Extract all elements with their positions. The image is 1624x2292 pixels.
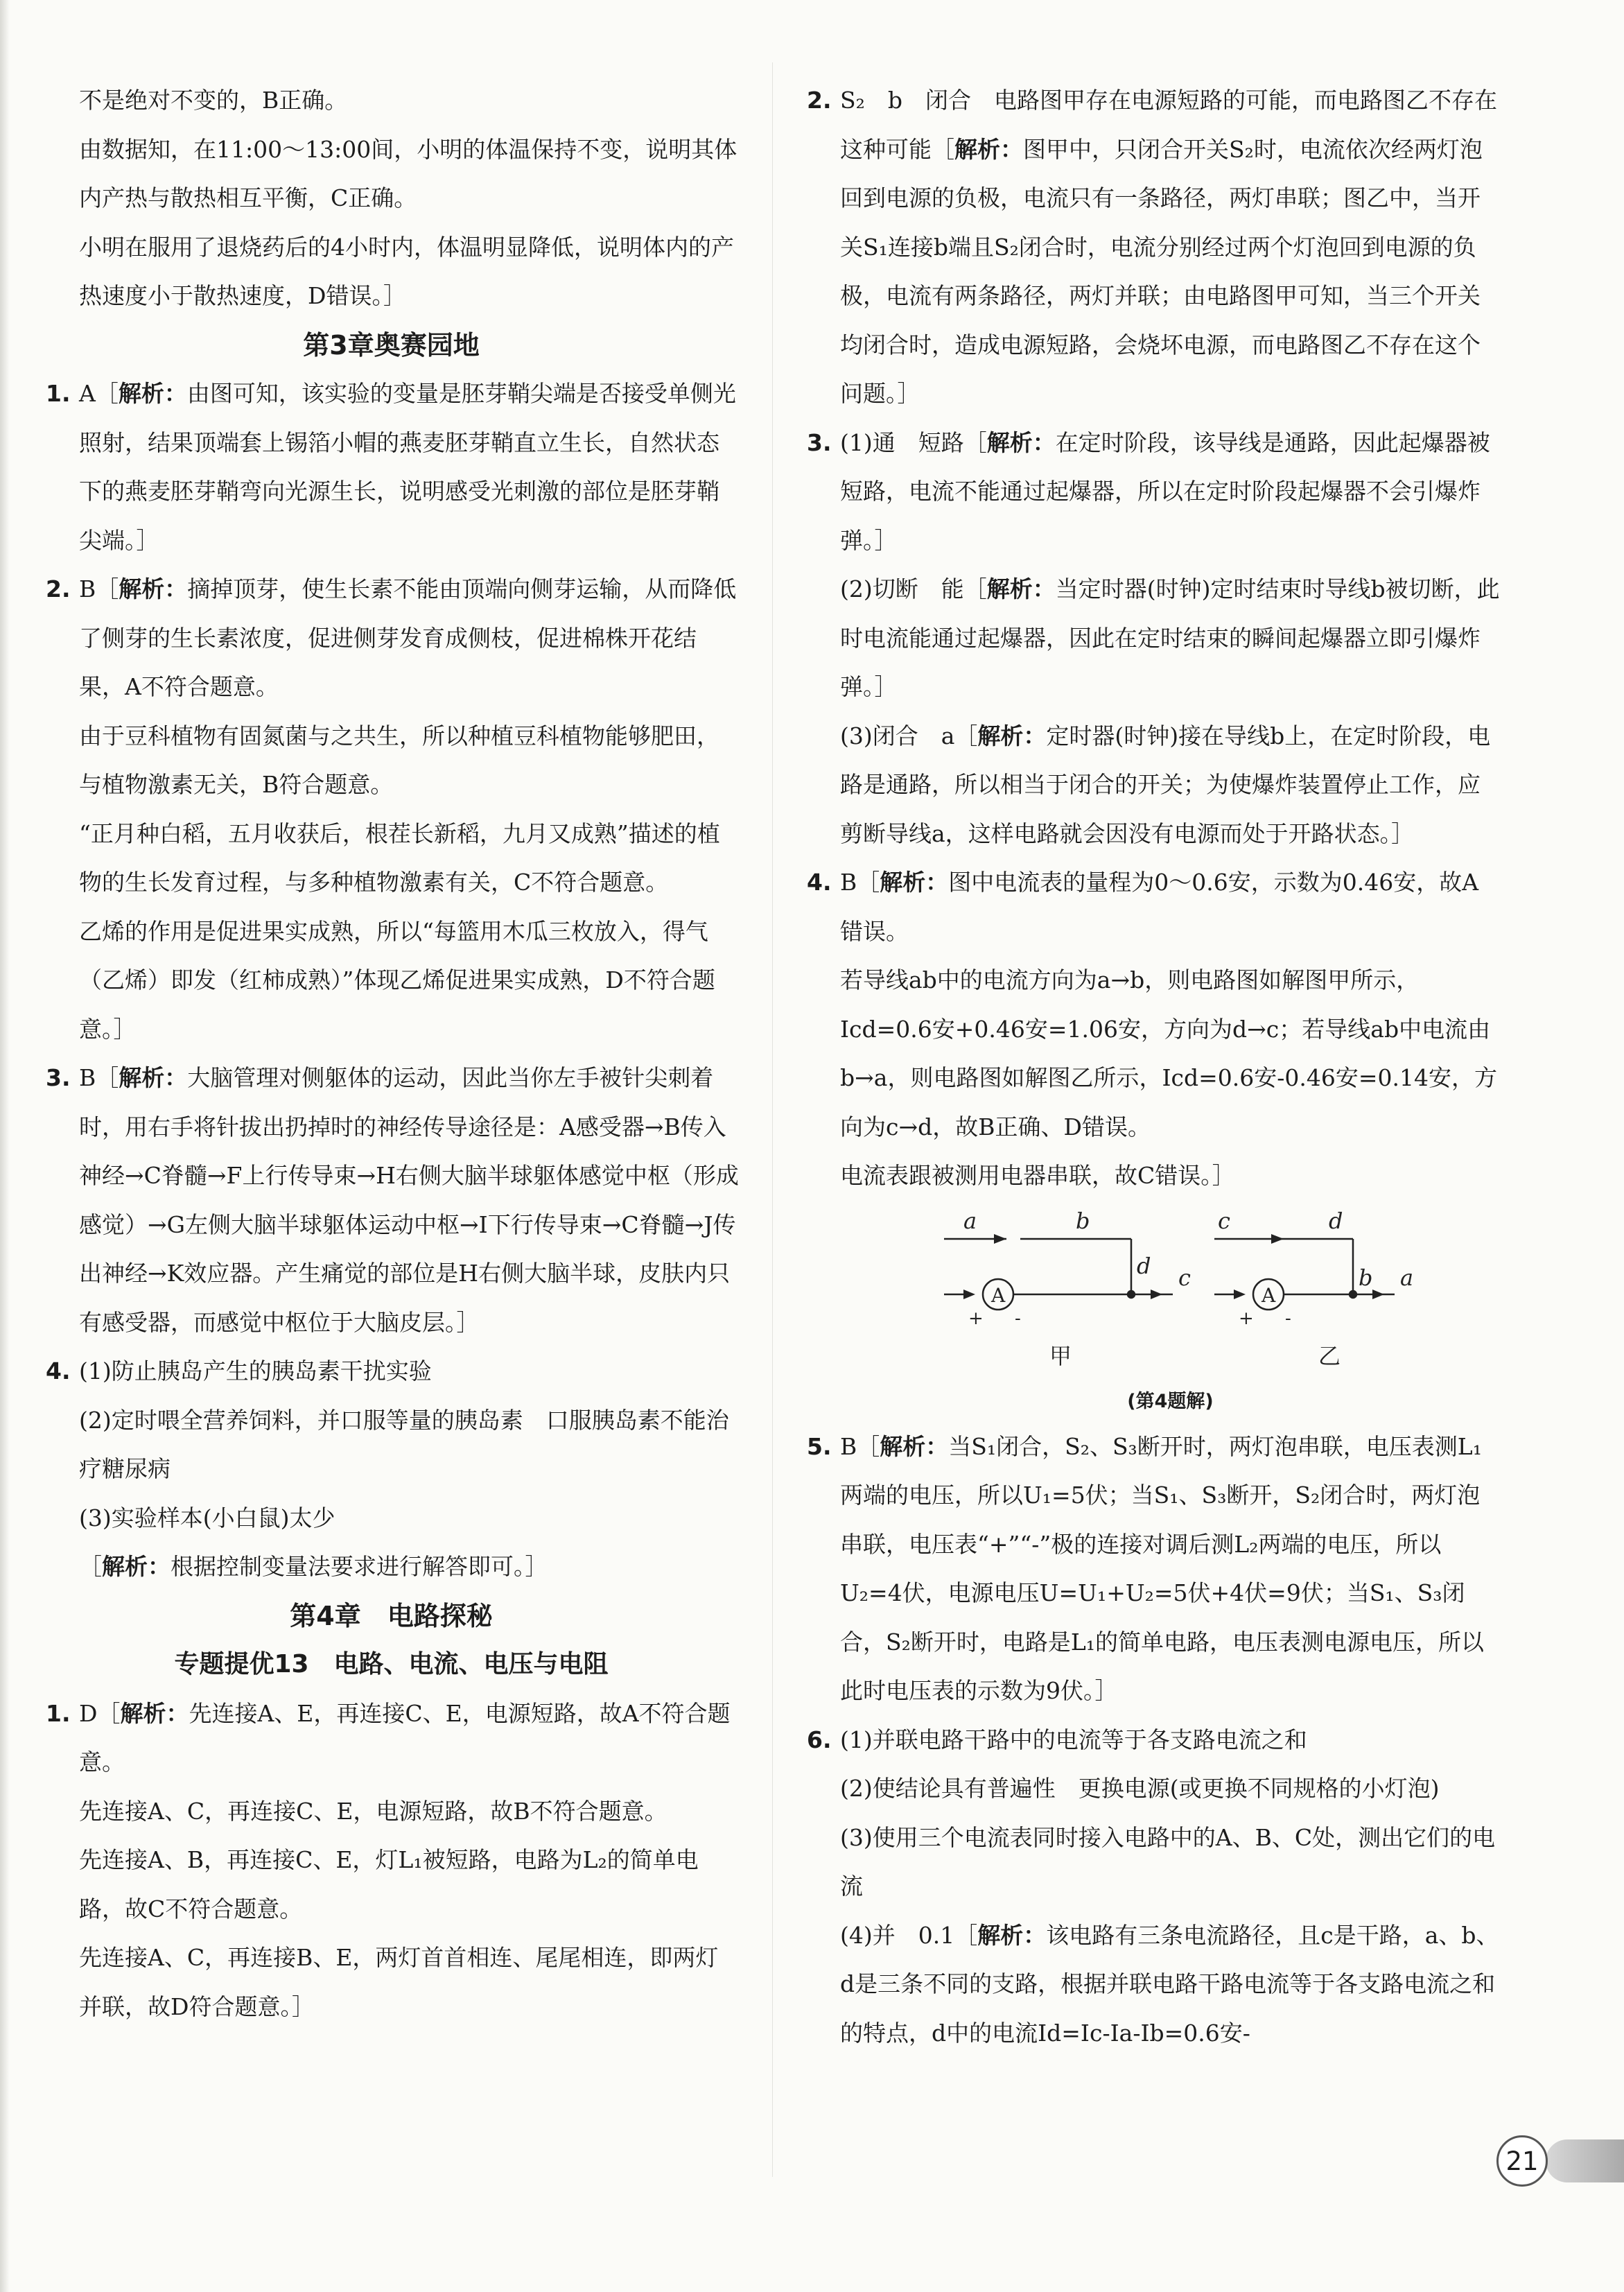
question-number: 1.	[46, 380, 71, 407]
analysis-text: 大脑管理对侧躯体的运动，因此当你左手被针尖刺着时，用右手将针拔出扔掉时的神经传导途径是：A感受器→B传入神经→C脊髓→F上行传导束→H右侧大脑半球躯体感觉中枢（形成感觉）→G左侧大脑半球躯体运动中枢→I下行传导束→C脊髓→J传出神经→K效应器。产生痛觉的部位是H右侧大脑半球，皮肤内只有感受器，而感觉中枢位于大脑皮层。］	[79, 1064, 739, 1336]
t1-para-b: 先连接A、C，再连接C、E，电源短路，故B不符合题意。	[79, 1797, 667, 1825]
analysis-text: 当S₁闭合，S₂、S₃断开时，两灯泡串联，电压表测L₁两端的电压，所以U₁=5伏；当S₁、S₃断开，S₂闭合时，两灯泡串联，电压表“+”“-”极的连接对调后测L₂两端的电压，所以U₂=4伏，电源电压U=U₁+U₂=5伏+4伏=9伏；当S₁、S₃闭合，S₂断开时，电路是L₁的简单电路，电压表测电源电压，所以此时电压表的示数为9伏。］	[840, 1432, 1484, 1704]
q2-para-d: 乙烯的作用是促进果实成熟，所以“每篮用木瓜三枚放入，得气（乙烯）即发（红柿成熟）”体现乙烯促进果实成熟，D不符合题意。］	[79, 917, 715, 1043]
answer-part-2: (2)切断 能［	[840, 575, 987, 602]
diagram-name: 甲	[1049, 1342, 1072, 1369]
arrow-head	[1151, 1290, 1162, 1299]
analysis-text: 定时器(时钟)接在导线b上，在定时阶段，电路是通路，所以相当于闭合的开关；为使爆炸装置停止工作，应剪断导线a，这样电路就会因没有电源而处于开路状态。］	[840, 722, 1491, 847]
arrow-head	[1271, 1234, 1284, 1244]
analysis-text: 先连接A、E，再连接C、E，电源短路，故A不符合题意。	[79, 1699, 731, 1776]
analysis-label: 解析：	[118, 380, 187, 407]
chapter3-contest-title: 第3章奥赛园地	[303, 329, 480, 361]
analysis-text: 该电路有三条电流路径，且c是干路，a、b、d是三条不同的支路，根据并联电路干路电流等于各支路电流之和的特点，d中的电流Id=Ic-Ia-Ib=0.6安-	[840, 1921, 1499, 2047]
analysis-text: 图甲中，只闭合开关S₂时，电流依次经两灯泡回到电源的负极，电流只有一条路径，两灯串联；图乙中，当开关S₁连接b端且S₂闭合时，电流分别经过两个灯泡回到电源的负极，电流有两条路径，两灯并联；由电路图甲可知，当三个开关均闭合时，造成电源短路，会烧坏电源，而电路图乙不存在这个问题。］	[840, 135, 1483, 407]
answer: A［	[79, 380, 119, 407]
question-number: 3.	[46, 1064, 71, 1091]
arrow-head	[1372, 1290, 1384, 1299]
label-c: c	[1178, 1264, 1191, 1291]
q2-para-b: 由于豆科植物有固氮菌与之共生，所以种植豆科植物能够肥田，与植物激素无关，B符合题意。	[79, 722, 719, 798]
arrow-head	[963, 1290, 975, 1299]
q3-part-2	[804, 565, 1501, 712]
q2-para-c: “正月种白稻，五月收获后，根茬长新稻，九月又成熟”描述的植物的生长发育过程，与多种植物激素有关，C不符合题意。	[79, 819, 720, 896]
analysis-text: 在定时阶段，该导线是通路，因此起爆器被短路，电流不能通过起爆器，所以在定时阶段起爆器不会引爆炸弹。］	[840, 428, 1490, 554]
column-divider	[772, 62, 773, 2177]
ammeter-label: A	[991, 1283, 1006, 1307]
analysis-label: 解析：	[102, 1553, 171, 1580]
diagram-name: 乙	[1318, 1342, 1341, 1369]
right-question-6	[804, 1716, 1501, 1765]
q6-part-4	[804, 1911, 1501, 2058]
minus-sign: -	[1015, 1308, 1021, 1329]
right-column	[804, 76, 1501, 2058]
t1-para-d: 先连接A、C，再连接B、E，两灯首首相连、尾尾相连，即两灯并联，故D符合题意。］	[79, 1944, 719, 2020]
minus-sign: -	[1285, 1308, 1291, 1329]
right-question-5	[804, 1423, 1501, 1716]
analysis-text: 当定时器(时钟)定时结束时导线b被切断，此时电流能通过起爆器，因此在定时结束的瞬间起爆器立即引爆炸弹。］	[840, 575, 1500, 700]
analysis-text: 摘掉顶芽，使生长素不能由顶端向侧芽运输，从而降低了侧芽的生长素浓度，促进侧芽发育成侧枝，促进棉株开花结果，A不符合题意。	[79, 575, 737, 700]
question-1	[43, 370, 740, 565]
analysis-label: 解析：	[880, 869, 949, 896]
answer-part-3: (3)闭合 a［	[840, 722, 978, 749]
answer-part-1: (1)通 短路［	[840, 428, 987, 456]
q4-part-2: (2)定时喂全营养饲料，并口服等量的胰岛素 口服胰岛素不能治疗糖尿病	[79, 1406, 729, 1482]
label-b: b	[1076, 1207, 1090, 1234]
right-question-2	[804, 76, 1501, 419]
analysis-label: 解析：	[986, 428, 1056, 456]
q4-part-3: (3)实验样本(小白鼠)太少	[79, 1504, 335, 1531]
answer: B［	[79, 575, 119, 602]
question-2	[43, 565, 740, 712]
analysis-label: 解析：	[986, 575, 1056, 602]
analysis-label: 解析：	[119, 1064, 188, 1091]
question-number: 4.	[46, 1357, 71, 1384]
label-d: d	[1137, 1252, 1151, 1279]
label-a: a	[1400, 1264, 1414, 1291]
intro-line-3: 小明在服用了退烧药后的4小时内，体温明显降低，说明体内的产热速度小于散热速度，D错误。］	[79, 233, 734, 309]
circuit-figure	[840, 1208, 1501, 1423]
question-number: 3.	[807, 428, 832, 456]
label-c: c	[1218, 1207, 1230, 1234]
intro-line-2: 由数据知，在11:00～13:00间，小明的体温保持不变，说明其体内产热与散热相互平衡，C正确。	[79, 135, 737, 211]
question-number: 6.	[807, 1726, 832, 1753]
label-d: d	[1329, 1207, 1343, 1234]
circuit-diagrams	[840, 1208, 1464, 1388]
right-question-4	[804, 858, 1501, 956]
answer: B［	[79, 1064, 119, 1091]
label-b: b	[1359, 1264, 1373, 1291]
q4-para-b: 若导线ab中的电流方向为a→b，则电路图如解图甲所示，Icd=0.6安+0.46安=1.06安，方向为d→c；若导线ab中电流由b→a，则电路图如解图乙所示，Icd=0.6安-0.46安=0.14安，方向为c→d，故B正确、D错误。	[840, 966, 1497, 1140]
q4-para-c: 电流表跟被测用电器串联，故C错误。］	[840, 1162, 1235, 1189]
answer: D［	[79, 1699, 121, 1727]
question-number: 4.	[807, 869, 832, 896]
analysis-label: 解析：	[954, 135, 1023, 163]
book-spine-shadow	[0, 0, 10, 2292]
arrow-head	[1234, 1290, 1246, 1299]
intro-line-1: 不是绝对不变的，B正确。	[79, 87, 348, 114]
analysis-label: 解析：	[977, 722, 1047, 749]
analysis-text: 图中电流表的量程为0～0.6安，示数为0.46安，故A错误。	[840, 869, 1479, 945]
analysis-label: 解析：	[977, 1921, 1047, 1949]
analysis-text: 由图可知，该实验的变量是胚芽鞘尖端是否接受单侧光照射，结果顶端套上锡箔小帽的燕麦胚芽鞘直立生长，自然状态下的燕麦胚芽鞘弯向光源生长，说明感受光刺激的部位是胚芽鞘尖端。］	[79, 380, 736, 554]
bracket: ［	[79, 1553, 102, 1580]
answer: B［	[840, 1432, 880, 1460]
answer-part-1: (1)并联电路干路中的电流等于各支路电流之和	[840, 1726, 1307, 1753]
right-question-3	[804, 419, 1501, 566]
question-number: 1.	[46, 1699, 71, 1727]
q4-analysis	[43, 1543, 740, 1592]
circuit-yi	[1214, 1208, 1413, 1369]
analysis-text: 根据控制变量法要求进行解答即可。］	[171, 1553, 548, 1580]
left-column	[43, 76, 740, 2031]
q6-part-3: (3)使用三个电流表同时接入电路中的A、B、C处，测出它们的电流	[840, 1823, 1496, 1900]
question-number: 2.	[807, 87, 832, 114]
analysis-label: 解析：	[880, 1432, 949, 1460]
question-4	[43, 1347, 740, 1396]
answer: S₂ b 闭合 电路图甲存在电源短路的可能，而电路图乙不存在这种可能［	[840, 87, 1497, 163]
page-tab-decoration	[1546, 2139, 1624, 2182]
page-number: 21	[1496, 2135, 1548, 2187]
circuit-jia	[944, 1208, 1191, 1369]
chapter4-title: 第4章 电路探秘	[290, 1600, 493, 1631]
answer: B［	[840, 869, 880, 896]
figure-caption: (第4题解)	[1127, 1390, 1214, 1412]
ammeter-label: A	[1261, 1283, 1276, 1307]
question-3	[43, 1054, 740, 1347]
t1-para-c: 先连接A、B，再连接C、E，灯L₁被短路，电路为L₂的简单电路，故C不符合题意。	[79, 1846, 699, 1922]
analysis-label: 解析：	[120, 1699, 189, 1727]
question-number: 2.	[46, 575, 71, 602]
answer-part-1: (1)防止胰岛产生的胰岛素干扰实验	[79, 1357, 432, 1384]
q3-part-3	[804, 712, 1501, 859]
answer-part-4: (4)并 0.1［	[840, 1921, 978, 1949]
q6-part-2: (2)使结论具有普遍性 更换电源(或更换不同规格的小灯泡)	[840, 1775, 1440, 1802]
analysis-label: 解析：	[119, 575, 188, 602]
plus-sign: +	[968, 1308, 984, 1329]
topic-title: 专题提优13 电路、电流、电压与电阻	[174, 1650, 609, 1678]
question-number: 5.	[807, 1432, 832, 1460]
topic-question-1	[43, 1690, 740, 1787]
label-a: a	[963, 1207, 977, 1234]
plus-sign: +	[1239, 1308, 1254, 1329]
